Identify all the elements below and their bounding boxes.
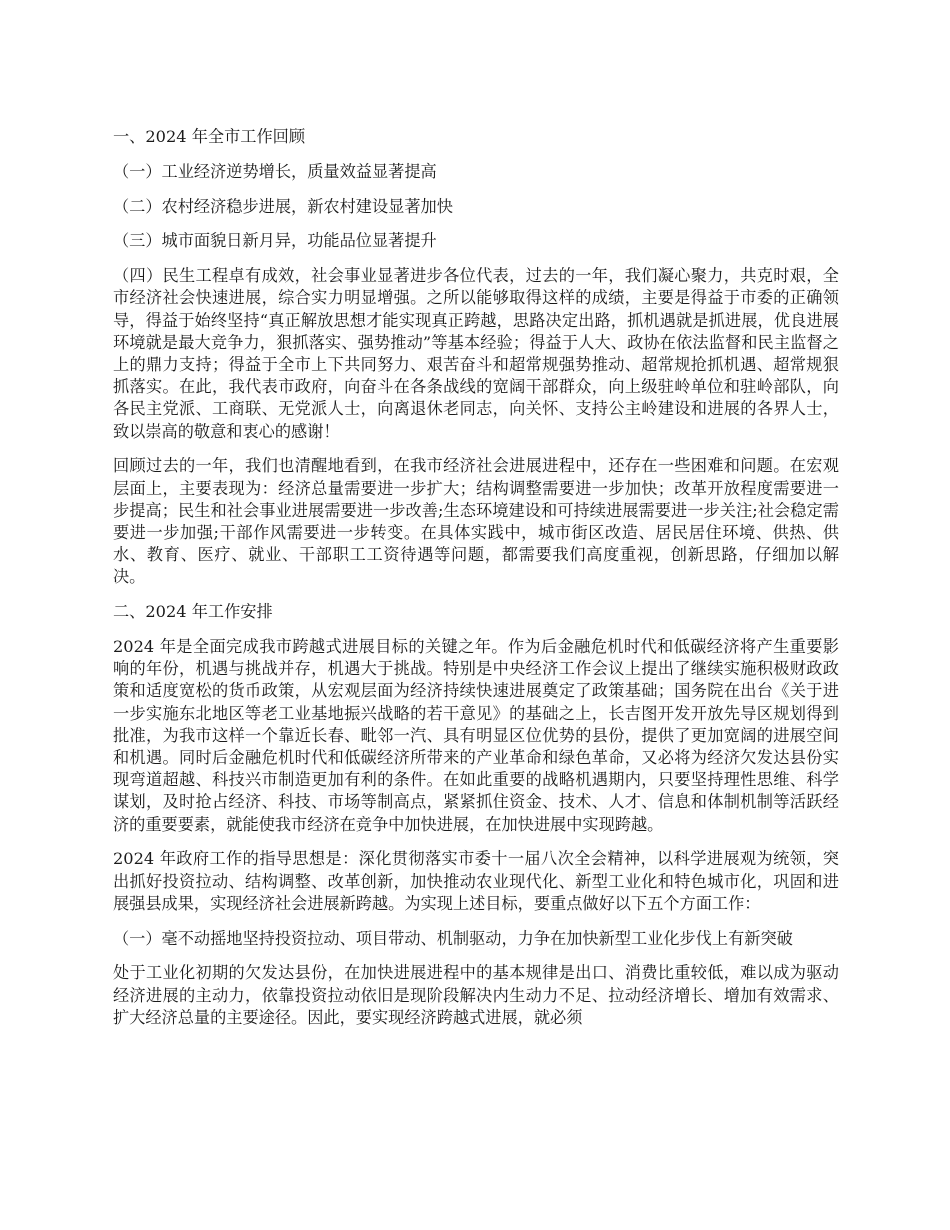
section-heading-1: 一、2024 年全市工作回顾 (113, 127, 306, 146)
paragraph-investment: 处于工业化初期的欠发达县份，在加快进展进程中的基本规律是出口、消费比重较低，难以成为驱动经济进展的主动力，依靠投资拉动依旧是现阶段解决内生动力不足、拉动经济增长、增加有效需求、扩大经济总量的主要途径。因此，要实现经济跨越式进展，就必须 (113, 963, 839, 1027)
subheading-1-1: （一）工业经济逆势增长，质量效益显著提高 (113, 161, 437, 181)
subheading-1-2: （二）农村经济稳步进展，新农村建设显著加快 (113, 196, 453, 216)
paragraph-problems: 回顾过去的一年，我们也清醒地看到，在我市经济社会进展进程中，还存在一些困难和问题。在宏观层面上，主要表现为：经济总量需要进一步扩大；结构调整需要进一步加快；改革开放程度需要进一步提高；民生和社会事业进展需要进一步改善;生态环境建设和可持续进展需要进一步关注;社会稳定需要进一步加强;干部作风需要进一步转变。在具体实践中，城市街区改造、居民居住环境、供热、供水、教育、医疗、就业、干部职工工资待遇等问题，都需要我们高度重视，创新思路，仔细加以解决。 (113, 456, 839, 587)
subheading-2-1: （一）毫不动摇地坚持投资拉动、项目带动、机制驱动，力争在加快新型工业化步伐上有新突破 (113, 928, 793, 948)
subheading-1-3: （三）城市面貌日新月异，功能品位显著提升 (113, 231, 437, 251)
paragraph-opportunities: 2024 年是全面完成我市跨越式进展目标的关键之年。作为后金融危机时代和低碳经济将产生重要影响的年份，机遇与挑战并存，机遇大于挑战。特别是中央经济工作会议上提出了继续实施积极财政政策和适度宽松的货币政策，从宏观层面为经济持续快速进展奠定了政策基础；国务院在出台《关于进一步实施东北地区等老工业基地振兴战略的若干意见》的基础之上，长吉图开发开放先导区规划得到批准，为我市这样一个靠近长春、毗邻一汽、具有明显区位优势的县份，提供了更加宽阔的进展空间和机遇。同时后金融危机时代和低碳经济所带来的产业革命和绿色革命，又必将为经济欠发达县份实现弯道超越、科技兴市制造更加有利的条件。在如此重要的战略机遇期内，只要坚持理性思维、科学谋划，及时抢占经济、科技、市场等制高点，紧紧抓住资金、技术、人才、信息和体制机制等活跃经济的重要要素，就能使我市经济在竞争中加快进展，在加快进展中实现跨越。 (113, 637, 839, 834)
document-body (113, 126, 839, 1042)
section-heading-2: 二、2024 年工作安排 (113, 602, 273, 622)
paragraph-livelihood: （四）民生工程卓有成效，社会事业显著进步各位代表，过去的一年，我们凝心聚力，共克时艰，全市经济社会快速进展，综合实力明显增强。之所以能够取得这样的成绩，主要是得益于市委的正确领导，得益于始终坚持“真正解放思想才能实现真正跨越，思路决定出路，抓机遇就是抓进展，优良进展环境就是最大竞争力，狠抓落实、强势推动”等基本经验；得益于人大、政协在依法监督和民主监督之上的鼎力支持；得益于全市上下共同努力、艰苦奋斗和超常规强势推动、超常规抢抓机遇、超常规狠抓落实。在此，我代表市政府，向奋斗在各条战线的宽阔干部群众，向上级驻岭单位和驻岭部队，向各民主党派、工商联、无党派人士，向离退休老同志，向关怀、支持公主岭建设和进展的各界人士，致以崇高的敬意和衷心的感谢！ (113, 266, 839, 441)
paragraph-guiding-ideology: 2024 年政府工作的指导思想是：深化贯彻落实市委十一届八次全会精神，以科学进展观为统领，突出抓好投资拉动、结构调整、改革创新，加快推动农业现代化、新型工业化和特色城市化，巩固和进展强县成果，实现经济社会进展新跨越。为实现上述目标，要重点做好以下五个方面工作： (113, 849, 839, 913)
